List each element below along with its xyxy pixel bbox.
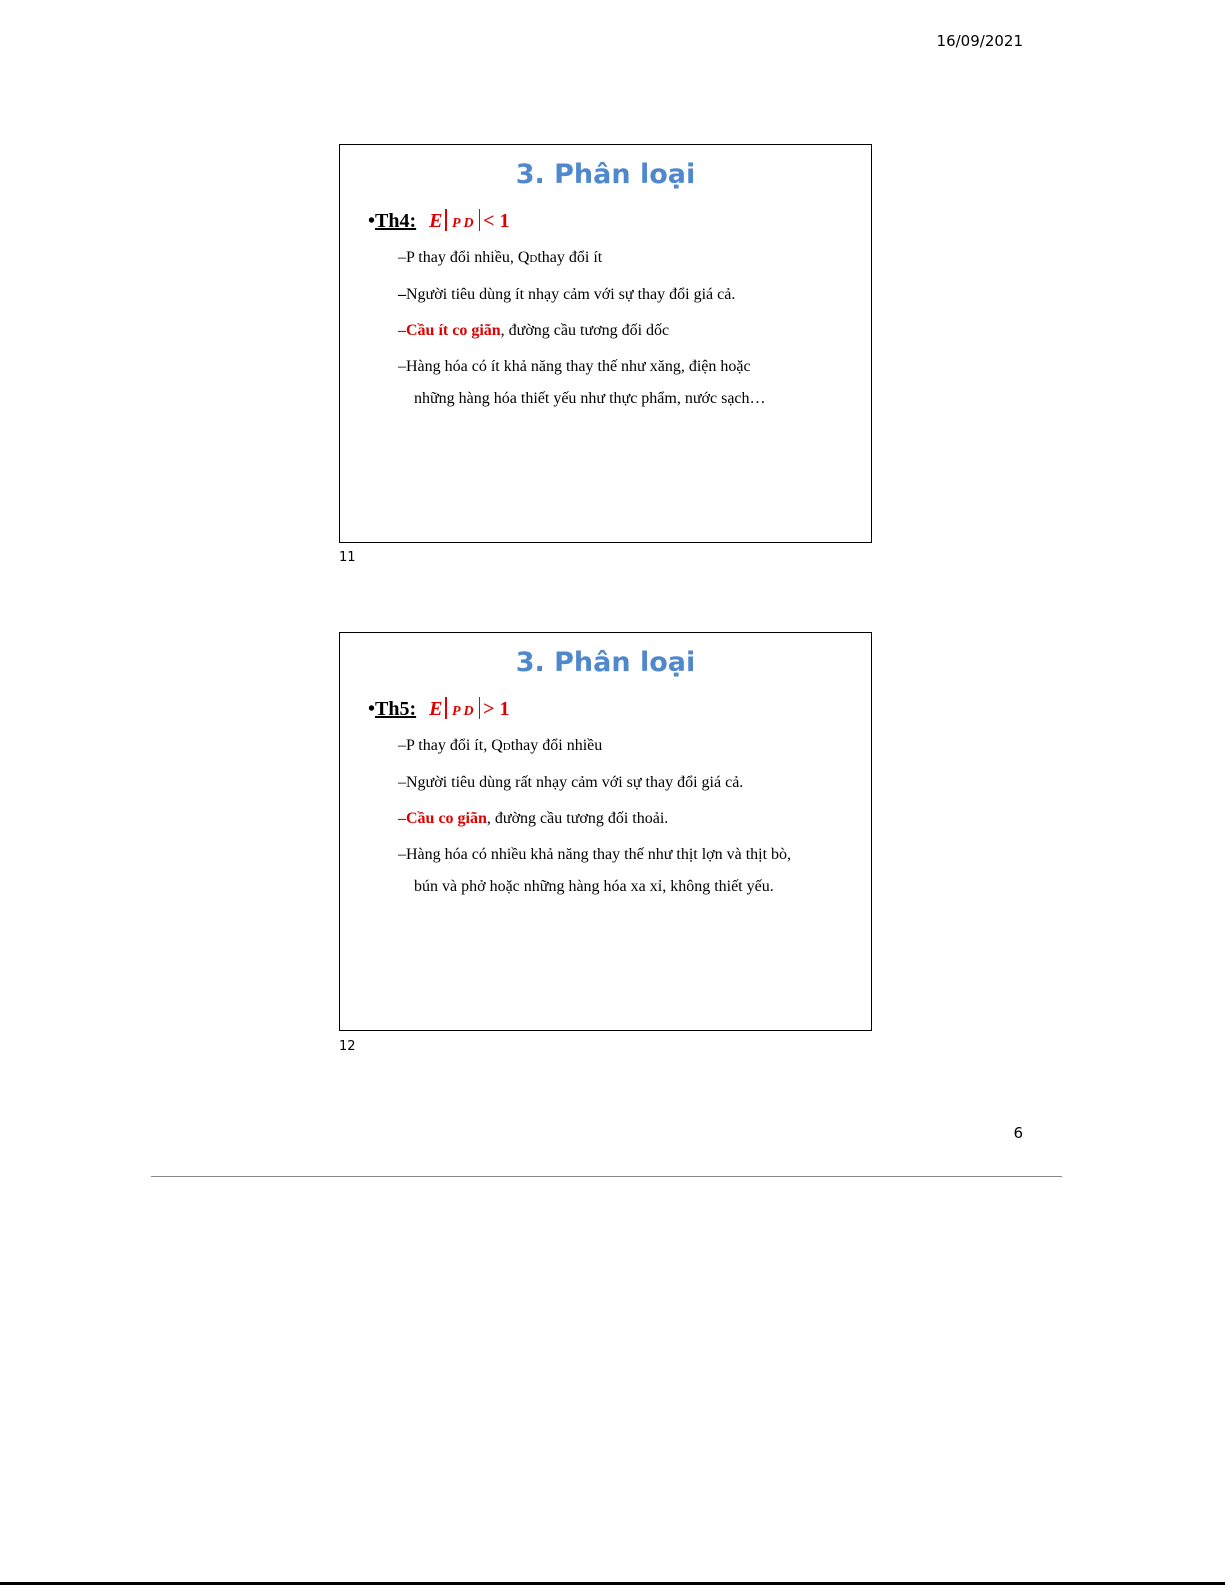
bullet-dot: • bbox=[368, 698, 376, 720]
abs-bar-left bbox=[445, 697, 447, 719]
slide-12 bbox=[339, 632, 872, 1031]
abs-bar-left bbox=[445, 209, 447, 231]
slide-number: 11 bbox=[339, 550, 356, 565]
elasticity-formula bbox=[429, 698, 509, 720]
page-number: 6 bbox=[1013, 1124, 1023, 1142]
slide-title: 3. Phân loại bbox=[515, 647, 696, 678]
bullet-item: –Cầu co giãn, đường cầu tương đối thoải. bbox=[398, 810, 669, 827]
case-heading bbox=[368, 697, 510, 721]
abs-bar-right bbox=[479, 209, 481, 231]
formula-relation: > 1 bbox=[483, 698, 510, 720]
bullet-list bbox=[398, 735, 851, 912]
slide-number: 12 bbox=[339, 1039, 356, 1054]
bullet-item: –Người tiêu dùng ít nhạy cảm với sự thay đổi giá cả. bbox=[398, 286, 736, 303]
slide-title: 3. Phân loại bbox=[515, 159, 696, 190]
bullet-list bbox=[398, 247, 851, 424]
formula-e: E bbox=[429, 210, 443, 232]
page-date: 16/09/2021 bbox=[936, 32, 1023, 50]
bullet-item: –Hàng hóa có ít khả năng thay thế như xăng, điện hoặc những hàng hóa thiết yếu như thực phẩm, nước sạch… bbox=[398, 358, 766, 407]
case-heading bbox=[368, 209, 510, 233]
elasticity-formula bbox=[429, 210, 509, 232]
page-divider bbox=[151, 1176, 1062, 1177]
bullet-item: –P thay đổi nhiều, QDthay đổi ít bbox=[398, 249, 603, 266]
formula-e: E bbox=[429, 698, 443, 720]
bullet-item: –P thay đổi ít, QDthay đổi nhiều bbox=[398, 737, 603, 754]
bullet-item: –Cầu ít co giãn, đường cầu tương đối dốc bbox=[398, 322, 670, 339]
bullet-dot: • bbox=[368, 210, 376, 232]
case-label: Th4: bbox=[375, 210, 417, 232]
slide-11 bbox=[339, 144, 872, 543]
bullet-item: –Hàng hóa có nhiều khả năng thay thế như thịt lợn và thịt bò, bún và phở hoặc những hàng hóa xa xỉ, không thiết yếu. bbox=[398, 846, 792, 895]
abs-bar-right bbox=[479, 697, 481, 719]
formula-relation: < 1 bbox=[483, 210, 510, 232]
formula-subscript: P D bbox=[451, 216, 474, 231]
bullet-item: –Người tiêu dùng rất nhạy cảm với sự thay đổi giá cả. bbox=[398, 774, 744, 791]
formula-subscript: P D bbox=[451, 704, 474, 719]
case-label: Th5: bbox=[375, 698, 417, 720]
